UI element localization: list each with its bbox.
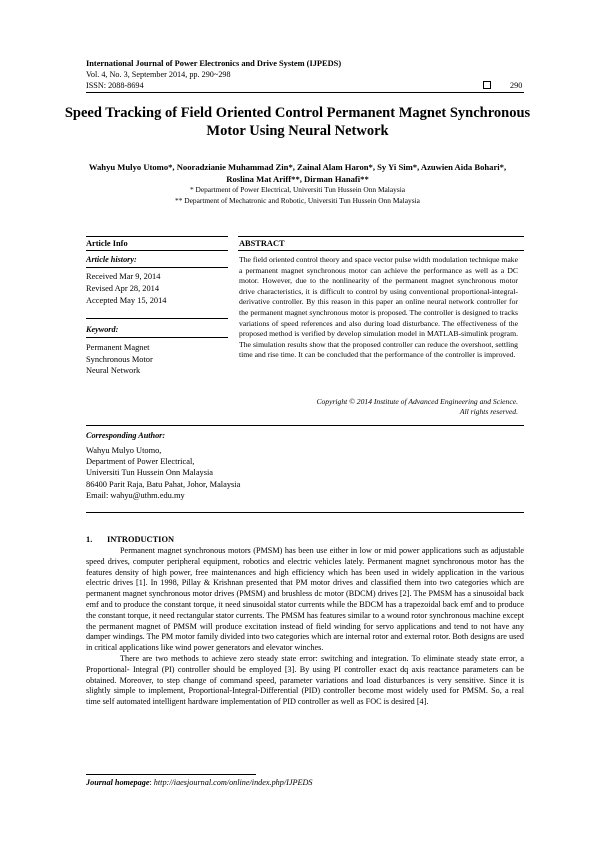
- corresponding-email[interactable]: Email: wahyu@uthm.edu.my: [86, 490, 185, 500]
- corresponding-author-label: Corresponding Author:: [86, 431, 166, 440]
- corresponding-bottom-rule: [86, 512, 524, 513]
- abstract-top-rule: [238, 236, 524, 237]
- homepage-link[interactable]: http://iaesjournal.com/online/index.php/IJPEDS: [153, 778, 313, 787]
- paragraph: Permanent magnet synchronous motors (PMSM) has been use either in low or mid power applications such as adjustable speed drives, computer peripheral equipment, robotics and electric vehicles lately. Permanent magnet synchronous motor has the features density of high power, free maintenances and high efficiency which has been used in widely application in the various electric drives [1]. In 1998, Pillay & Krishnan presented that PM motor drives and classified them into two categories which are permanent magnet synchronous motor drives (PMSM) and brushless dc motor (BDCM) drives [2]. The PMSM has a sinusoidal back emf and to produce the constant torque, it need sinusoidal stator currents while the BDCM has a trapezoidal back emf and to produce the constant torque, it need rectangular stator currents. The PMSM has features similar to a wound rotor synchronous machine except the permanent magnet of PMSM will produce excitation instead of field winding for servo applications and tend to not have any damper windings. The PM motor family divided into two categories which are internal rotor and external rotor. Both designs are used in critical applications like wind power generators and elevator winches.: [86, 546, 524, 653]
- keyword-bottom-rule: [86, 337, 228, 338]
- abstract-heading: ABSTRACT: [239, 239, 285, 248]
- paragraph: There are two methods to achieve zero steady state error: switching and integration. To eliminate steady state error, a Proportional- Integral (PI) controller should be employed [3]. By using PI controller exact dq axis reactance parameters can be obtained. Moreover, to step change of command speed, parameter variations and load disturbances is very sensitive. Since it is slightly simple to implement, Proportional-Integral-Differential (PID) controller become most widely used for PMSM. So, a real time self automated intelligent hardware implementation of PID controller as well as FOC is desired [4].: [86, 653, 524, 707]
- journal-volume: Vol. 4, No. 3, September 2014, pp. 290~298: [86, 70, 231, 79]
- paper-authors: Wahyu Mulyo Utomo*, Nooradzianie Muhammad Zin*, Zainal Alam Haron*, Sy Yi Sim*, Azuwien Aida Bohari*, Roslina Mat Ariff**, Dirman Hanafi**: [88, 162, 507, 184]
- journal-homepage: Journal homepage: http://iaesjournal.com/online/index.php/IJPEDS: [86, 778, 313, 787]
- received-date: Received Mar 9, 2014: [86, 272, 161, 281]
- article-info-heading: Article Info: [86, 239, 128, 248]
- accepted-date: Accepted May 15, 2014: [86, 296, 167, 305]
- journal-issn: ISSN: 2088-8694: [86, 81, 144, 90]
- keyword-item: Neural Network: [86, 366, 141, 375]
- article-info-bottom-rule: [86, 250, 228, 251]
- section-heading: INTRODUCTION: [107, 535, 175, 544]
- affiliation-1: * Department of Power Electrical, Universiti Tun Hussein Onn Malaysia: [189, 185, 406, 194]
- copyright-line-1: Copyright © 2014 Institute of Advanced Engineering and Science.: [316, 397, 518, 406]
- keyword-item: Synchronous Motor: [86, 355, 153, 364]
- abstract-bottom-rule: [238, 250, 524, 251]
- corresponding-line: 86400 Parit Raja, Batu Pahat, Johor, Malaysia: [86, 479, 241, 489]
- page-square-icon: [483, 81, 491, 89]
- keyword-label: Keyword:: [86, 325, 119, 334]
- page-number: 290: [510, 81, 523, 90]
- affiliation-2: ** Department of Mechatronic and Robotic, Universiti Tun Hussein Onn Malaysia: [175, 196, 420, 205]
- abstract-text: The field oriented control theory and space vector pulse width modulation technique make a permanent magnet synchronous motor can achieve the performance as well as a DC motor. However, due to the nonlinearity of the permanent magnet synchronous motor drive characteristics, it is difficult to control by using conventional proportional-integral-derivative controller. By this reason in this paper an online neural network controller for the permanent magnet synchronous motor is proposed. The controller is designed to tracks variations of speed references and also during load disturbance. The effectiveness of the proposed method is verified by develop simulation model in MATLAB-simulink program. The simulation results show that the proposed controller can reduce the overshoot, settling time and rise time. It can be concluded that the performance of the controller is improved.: [239, 255, 518, 360]
- header-rule: [86, 92, 524, 93]
- journal-name: International Journal of Power Electronics and Drive System (IJPEDS): [86, 59, 342, 68]
- keyword-top-rule: [86, 318, 228, 319]
- introduction-body: [86, 546, 524, 708]
- copyright-notice: [239, 397, 518, 418]
- corresponding-top-rule: [86, 425, 524, 426]
- history-rule: [86, 267, 228, 268]
- paper-title: Speed Tracking of Field Oriented Control Permanent Magnet Synchronous Motor Using Neural Network: [64, 105, 531, 139]
- corresponding-author-block: [86, 445, 240, 501]
- footer-rule: [86, 774, 256, 775]
- copyright-line-2: All rights reserved.: [459, 407, 518, 417]
- revised-date: Revised Apr 28, 2014: [86, 284, 160, 293]
- article-info-top-rule: [86, 236, 228, 237]
- keyword-item: Permanent Magnet: [86, 343, 150, 352]
- corresponding-line: Universiti Tun Hussein Onn Malaysia: [86, 468, 214, 478]
- homepage-label: Journal homepage: [86, 778, 150, 787]
- corresponding-line: Wahyu Mulyo Utomo,: [86, 446, 162, 455]
- article-history-label: Article history:: [86, 255, 137, 264]
- section-number: 1.: [86, 535, 93, 544]
- corresponding-line: Department of Power Electrical,: [86, 457, 195, 467]
